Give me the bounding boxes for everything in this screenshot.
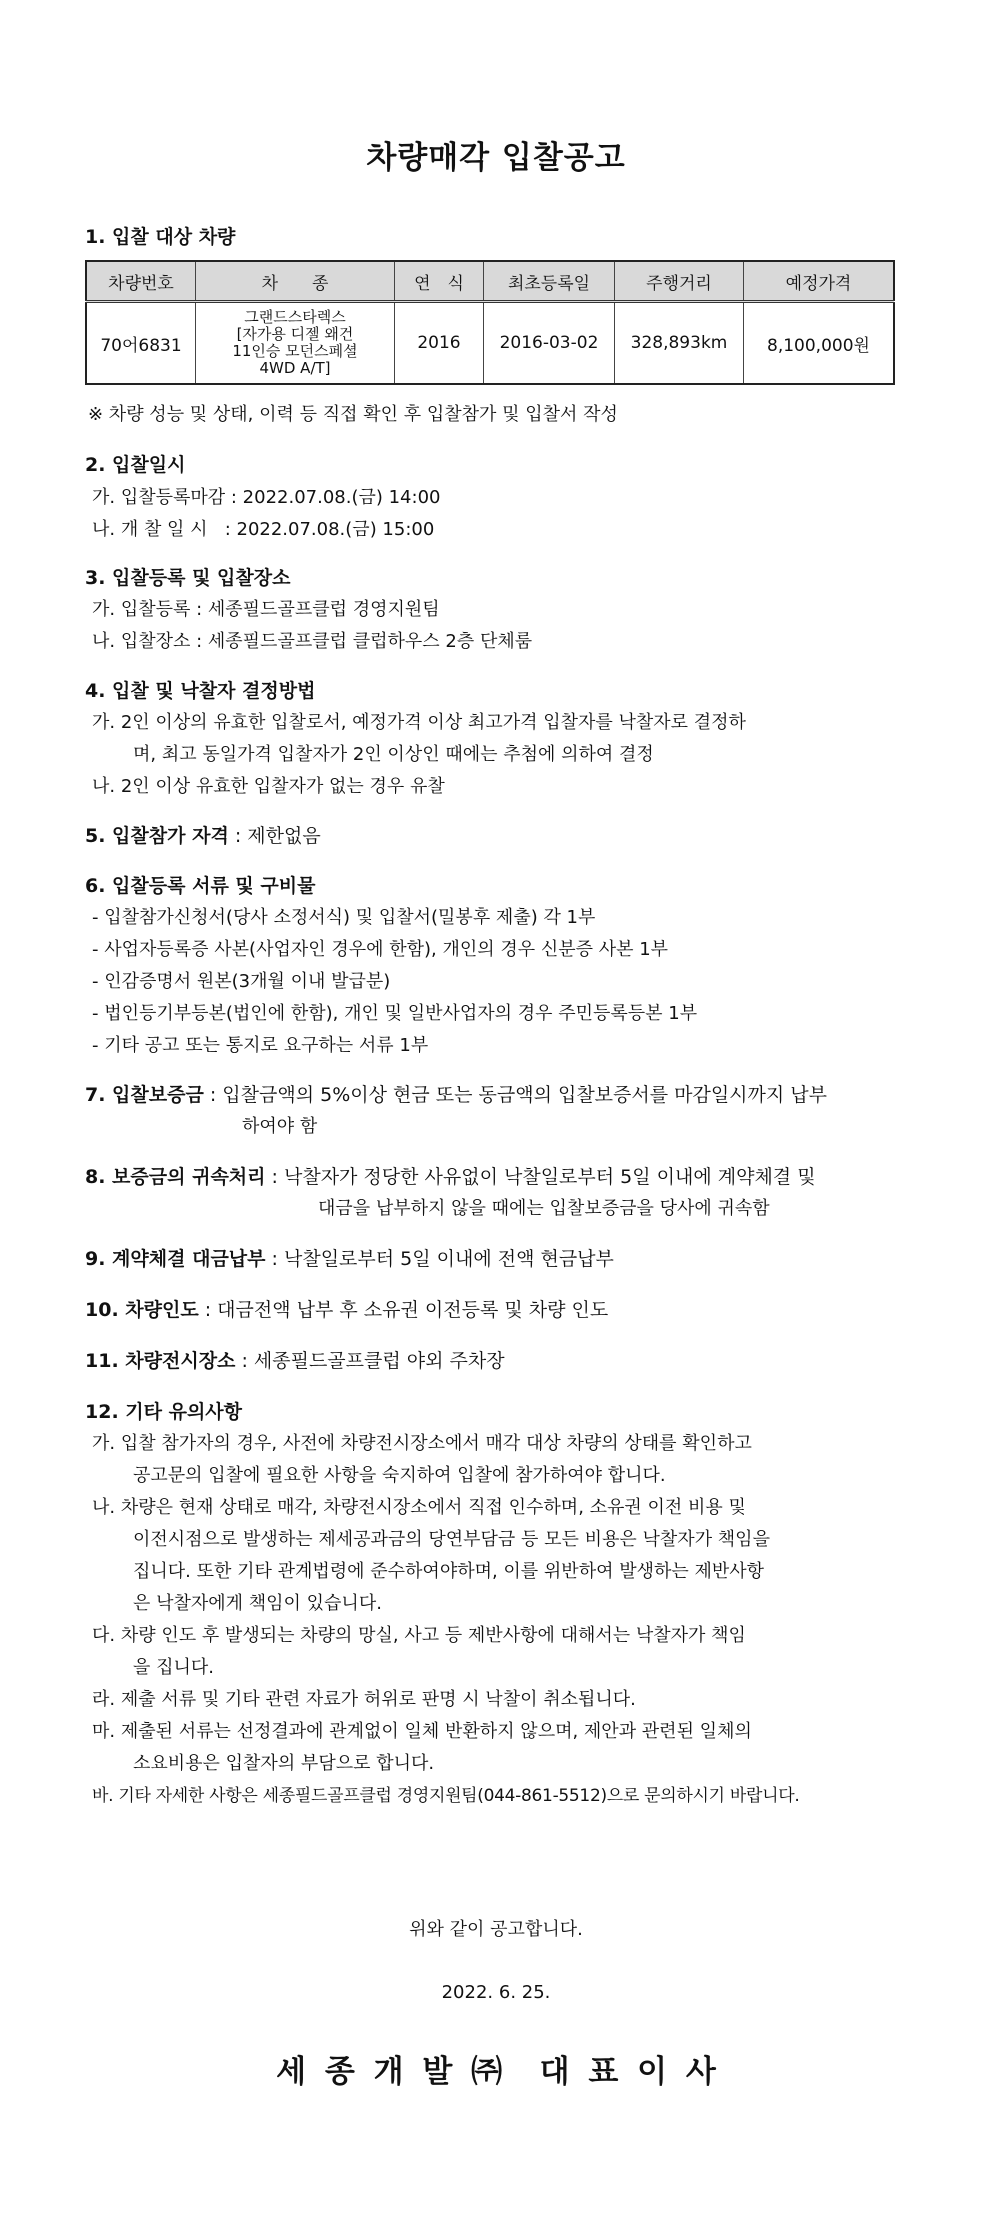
header-plate: 차량번호 — [86, 261, 196, 302]
section-12-line: 은 낙찰자에게 책임이 있습니다. — [133, 1593, 382, 1614]
closing-statement: 위와 같이 공고합니다. — [409, 1919, 583, 1940]
table-row — [86, 302, 894, 385]
section-4-heading: 4. 입찰 및 낙찰자 결정방법 — [85, 680, 316, 702]
section-4-line: 나. 2인 이상 유효한 입찰자가 없는 경우 유찰 — [92, 776, 445, 797]
section-5-title: 5. 입찰참가 자격 — [85, 825, 229, 847]
section-1-note: ※ 차량 성능 및 상태, 이력 등 직접 확인 후 입찰참가 및 입찰서 작성 — [88, 404, 618, 425]
section-6-line: - 사업자등록증 사본(사업자인 경우에 한함), 개인의 경우 신분증 사본 1부 — [92, 939, 669, 960]
table-header-row — [86, 261, 894, 302]
section-8-value: : 낙찰자가 정당한 사유없이 낙찰일로부터 5일 이내에 계약체결 및 — [265, 1166, 816, 1188]
header-price: 예정가격 — [744, 261, 895, 302]
header-model: 차 종 — [196, 261, 395, 302]
section-6-line: - 법인등기부등본(법인에 한함), 개인 및 일반사업자의 경우 주민등록등본 1부 — [92, 1003, 698, 1024]
section-7-cont: 하여야 함 — [242, 1116, 318, 1137]
section-11-title: 11. 차량전시장소 — [85, 1350, 236, 1372]
section-10-heading — [85, 1295, 608, 1322]
section-2-line: 나. 개 찰 일 시 : 2022.07.08.(금) 15:00 — [92, 519, 435, 540]
section-6-line: - 인감증명서 원본(3개월 이내 발급분) — [92, 971, 391, 992]
section-2-heading: 2. 입찰일시 — [85, 454, 186, 476]
section-8-heading — [85, 1162, 816, 1189]
section-11-heading — [85, 1346, 505, 1373]
section-12-heading: 12. 기타 유의사항 — [85, 1401, 243, 1423]
section-3-heading: 3. 입찰등록 및 입찰장소 — [85, 567, 291, 589]
header-mileage: 주행거리 — [615, 261, 744, 302]
cell-model — [196, 302, 395, 385]
model-line: 11인승 모던스페셜 — [232, 342, 358, 360]
section-12-line: 집니다. 또한 기타 관계법령에 준수하여야하며, 이를 위반하여 발생하는 제반사항 — [133, 1561, 765, 1582]
header-first-reg: 최초등록일 — [484, 261, 615, 302]
section-12-line: 이전시점으로 발생하는 제세공과금의 당연부담금 등 모든 비용은 낙찰자가 책임을 — [133, 1529, 770, 1550]
cell-first-reg: 2016-03-02 — [484, 302, 615, 385]
section-12-line: 가. 입찰 참가자의 경우, 사전에 차량전시장소에서 매각 대상 차량의 상태를 확인하고 — [92, 1433, 752, 1454]
section-5-value: : 제한없음 — [228, 825, 321, 847]
section-12-line: 바. 기타 자세한 사항은 세종필드골프클럽 경영지원팀(044-861-5512)으로 문의하시기 바랍니다. — [92, 1786, 800, 1806]
header-year: 연 식 — [395, 261, 484, 302]
section-8-title: 8. 보증금의 귀속처리 — [85, 1166, 266, 1188]
section-12-line: 라. 제출 서류 및 기타 관련 자료가 허위로 판명 시 낙찰이 취소됩니다. — [92, 1689, 636, 1710]
page-title: 차량매각 입찰공고 — [366, 140, 626, 176]
section-10-value: : 대금전액 납부 후 소유권 이전등록 및 차량 인도 — [198, 1299, 609, 1321]
model-line: 그랜드스타렉스 — [244, 308, 346, 326]
issuer-signature: 세 종 개 발 ㈜ 대 표 이 사 — [276, 2054, 716, 2090]
section-9-heading — [85, 1244, 614, 1271]
section-4-line: 가. 2인 이상의 유효한 입찰로서, 예정가격 이상 최고가격 입찰자를 낙찰자로 결정하 — [92, 712, 746, 733]
section-4-line: 며, 최고 동일가격 입찰자가 2인 이상인 때에는 추첨에 의하여 결정 — [133, 744, 654, 765]
section-12-line: 나. 차량은 현재 상태로 매각, 차량전시장소에서 직접 인수하며, 소유권 이전 비용 및 — [92, 1497, 746, 1518]
section-12-line: 소요비용은 입찰자의 부담으로 합니다. — [133, 1753, 435, 1774]
cell-price: 8,100,000원 — [744, 302, 895, 385]
cell-plate: 70어6831 — [86, 302, 196, 385]
section-6-line: - 기타 공고 또는 통지로 요구하는 서류 1부 — [92, 1035, 429, 1056]
section-12-line: 다. 차량 인도 후 발생되는 차량의 망실, 사고 등 제반사항에 대해서는 낙찰자가 책임 — [92, 1625, 746, 1646]
cell-mileage: 328,893km — [615, 302, 744, 385]
cell-year: 2016 — [395, 302, 484, 385]
section-3-line: 나. 입찰장소 : 세종필드골프클럽 클럽하우스 2층 단체룸 — [92, 631, 533, 652]
section-7-value: : 입찰금액의 5%이상 현금 또는 동금액의 입찰보증서를 마감일시까지 납부 — [203, 1084, 827, 1106]
section-1-heading: 1. 입찰 대상 차량 — [85, 226, 236, 248]
section-6-heading: 6. 입찰등록 서류 및 구비물 — [85, 875, 316, 897]
section-6-line: - 입찰참가신청서(당사 소정서식) 및 입찰서(밀봉후 제출) 각 1부 — [92, 907, 596, 928]
section-9-value: : 낙찰일로부터 5일 이내에 전액 현금납부 — [265, 1248, 614, 1270]
section-7-heading — [85, 1080, 827, 1107]
section-10-title: 10. 차량인도 — [85, 1299, 199, 1321]
section-5-heading — [85, 821, 321, 848]
section-11-value: : 세종필드골프클럽 야외 주차장 — [235, 1350, 505, 1372]
section-2-line: 가. 입찰등록마감 : 2022.07.08.(금) 14:00 — [92, 487, 441, 508]
section-3-line: 가. 입찰등록 : 세종필드골프클럽 경영지원팀 — [92, 599, 440, 620]
vehicle-table — [85, 260, 895, 385]
closing-date: 2022. 6. 25. — [441, 1982, 551, 2003]
model-line: 4WD A/T] — [259, 359, 331, 377]
model-line: [자가용 디젤 왜건 — [236, 325, 354, 343]
section-7-title: 7. 입찰보증금 — [85, 1084, 204, 1106]
section-12-line: 마. 제출된 서류는 선정결과에 관계없이 일체 반환하지 않으며, 제안과 관련된 일체의 — [92, 1721, 752, 1742]
section-9-title: 9. 계약체결 대금납부 — [85, 1248, 266, 1270]
section-12-line: 공고문의 입찰에 필요한 사항을 숙지하여 입찰에 참가하여야 합니다. — [133, 1465, 666, 1486]
section-12-line: 을 집니다. — [133, 1657, 214, 1678]
section-8-cont: 대금을 납부하지 않을 때에는 입찰보증금을 당사에 귀속함 — [318, 1198, 770, 1219]
